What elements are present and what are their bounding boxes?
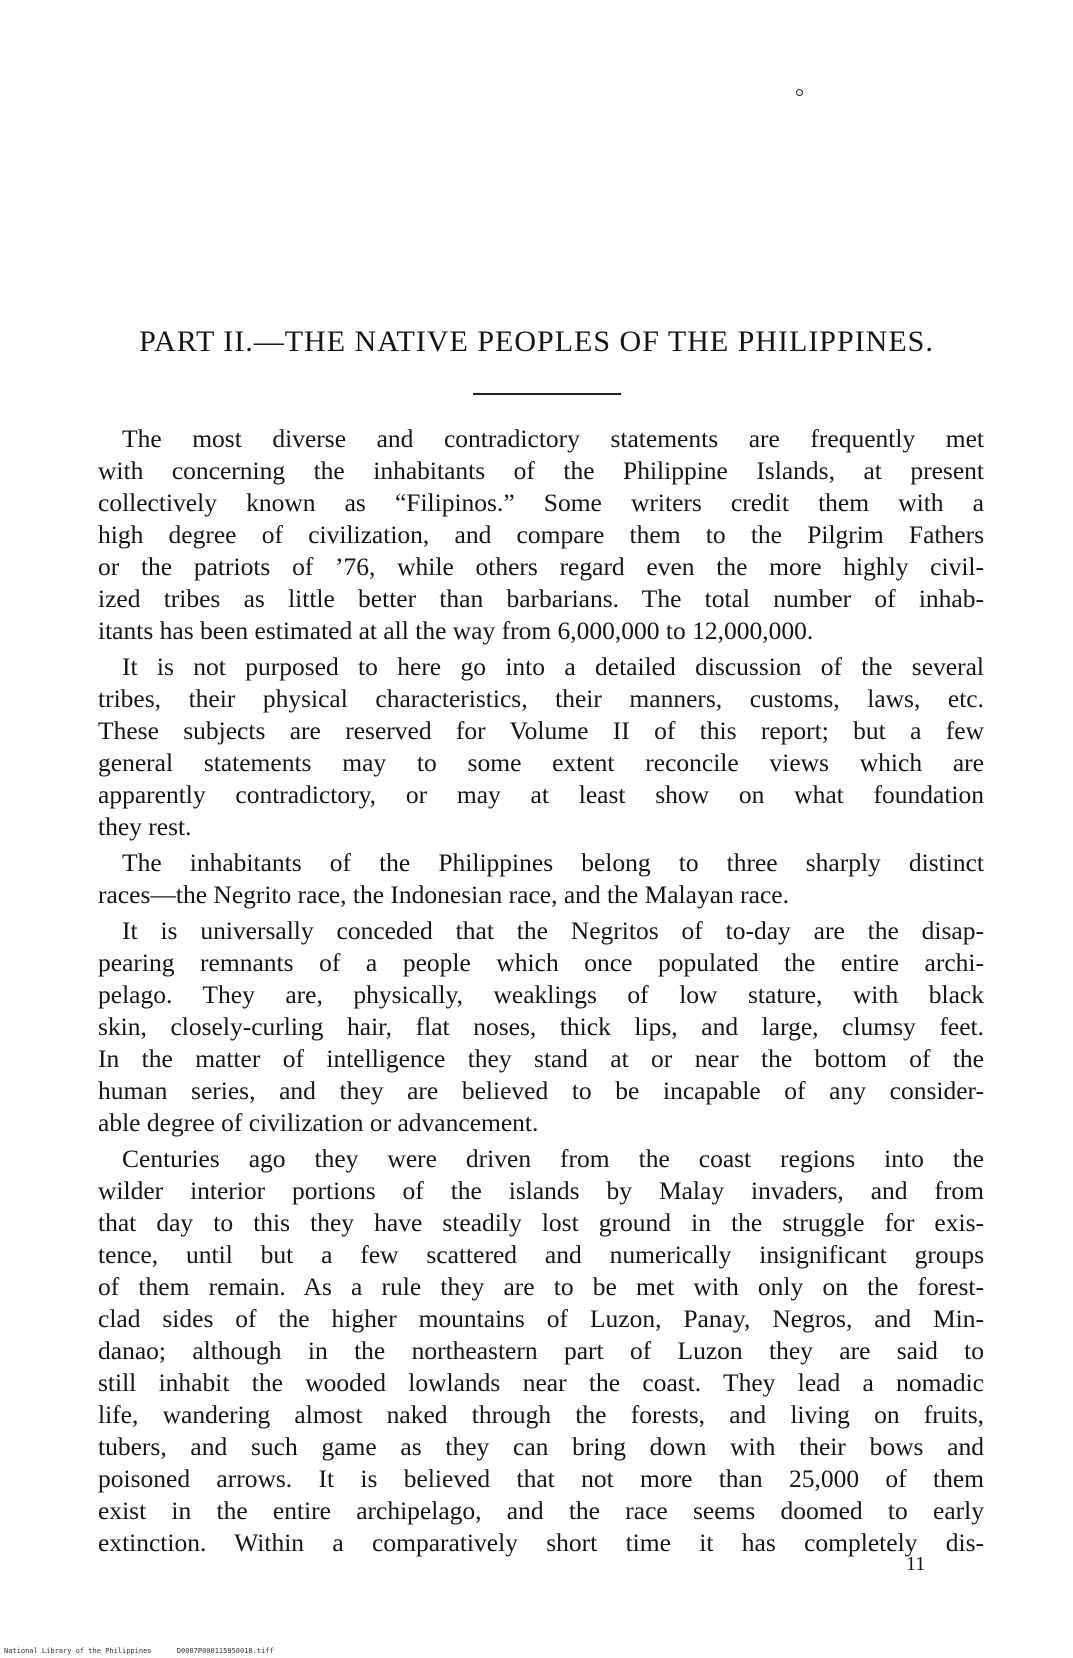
paragraph (98, 1143, 984, 1559)
text-line: apparently contradictory, or may at least show on what foundation (98, 780, 984, 809)
text-line: ized tribes as little better than barbarians. The total number of inhab- (98, 584, 984, 613)
text-line: danao; although in the northeastern part of Luzon they are said to (98, 1336, 984, 1365)
text-line: The most diverse and contradictory statements are frequently met (122, 424, 984, 453)
text-line: It is universally conceded that the Negritos of to-day are the disap- (122, 916, 984, 945)
heading-rule (473, 393, 621, 395)
paragraph (98, 651, 984, 843)
text-line: tubers, and such game as they can bring down with their bows and (98, 1432, 984, 1461)
text-line: life, wandering almost naked through the forests, and living on fruits, (98, 1400, 984, 1429)
text-line: tence, until but a few scattered and numerically insignificant groups (98, 1240, 984, 1269)
text-line: able degree of civilization or advancement. (98, 1108, 539, 1137)
text-line: still inhabit the wooded lowlands near the coast. They lead a nomadic (98, 1368, 984, 1397)
text-line: itants has been estimated at all the way from 6,000,000 to 12,000,000. (98, 616, 814, 645)
text-line: wilder interior portions of the islands by Malay invaders, and from (98, 1176, 984, 1205)
text-line: or the patriots of ’76, while others regard even the more highly civil- (98, 552, 984, 581)
text-line: high degree of civilization, and compare them to the Pilgrim Fathers (98, 520, 984, 549)
text-line: with concerning the inhabitants of the Philippine Islands, at present (98, 456, 984, 485)
text-line: of them remain. As a rule they are to be met with only on the forest- (98, 1272, 984, 1301)
text-line: tribes, their physical characteristics, their manners, customs, laws, etc. (98, 684, 984, 713)
page-number: 11 (906, 1553, 926, 1575)
scan-footer: National Library of the Philippines D0087P000115950018.tiff (4, 1647, 274, 1655)
text-line: It is not purposed to here go into a detailed discussion of the several (122, 652, 984, 681)
text-line: skin, closely-curling hair, flat noses, thick lips, and large, clumsy feet. (98, 1012, 984, 1041)
text-line: collectively known as “Filipinos.” Some writers credit them with a (98, 488, 984, 517)
paragraph (98, 915, 984, 1139)
text-line: exist in the entire archipelago, and the race seems doomed to early (98, 1496, 984, 1525)
text-line: general statements may to some extent reconcile views which are (98, 748, 984, 777)
body-text (98, 423, 984, 1563)
paragraph (98, 847, 984, 911)
text-line: Centuries ago they were driven from the coast regions into the (122, 1144, 984, 1173)
text-line: poisoned arrows. It is believed that not more than 25,000 of them (98, 1464, 984, 1493)
page-heading: PART II.—THE NATIVE PEOPLES OF THE PHILIPPINES. (139, 325, 934, 358)
text-line: that day to this they have steadily lost ground in the struggle for exis- (98, 1208, 984, 1237)
paragraph (98, 423, 984, 647)
text-line: pelago. They are, physically, weaklings of low stature, with black (98, 980, 984, 1009)
text-line: clad sides of the higher mountains of Luzon, Panay, Negros, and Min- (98, 1304, 984, 1333)
text-line: they rest. (98, 812, 192, 841)
text-line: In the matter of intelligence they stand at or near the bottom of the (98, 1044, 984, 1073)
text-line: pearing remnants of a people which once populated the entire archi- (98, 948, 984, 977)
ink-dot-mark (796, 89, 803, 96)
text-line: races—the Negrito race, the Indonesian race, and the Malayan race. (98, 880, 789, 909)
text-line: extinction. Within a comparatively short time it has completely dis- (98, 1528, 984, 1557)
text-line: human series, and they are believed to be incapable of any consider- (98, 1076, 984, 1105)
text-line: These subjects are reserved for Volume II of this report; but a few (98, 716, 984, 745)
text-line: The inhabitants of the Philippines belong to three sharply distinct (122, 848, 984, 877)
